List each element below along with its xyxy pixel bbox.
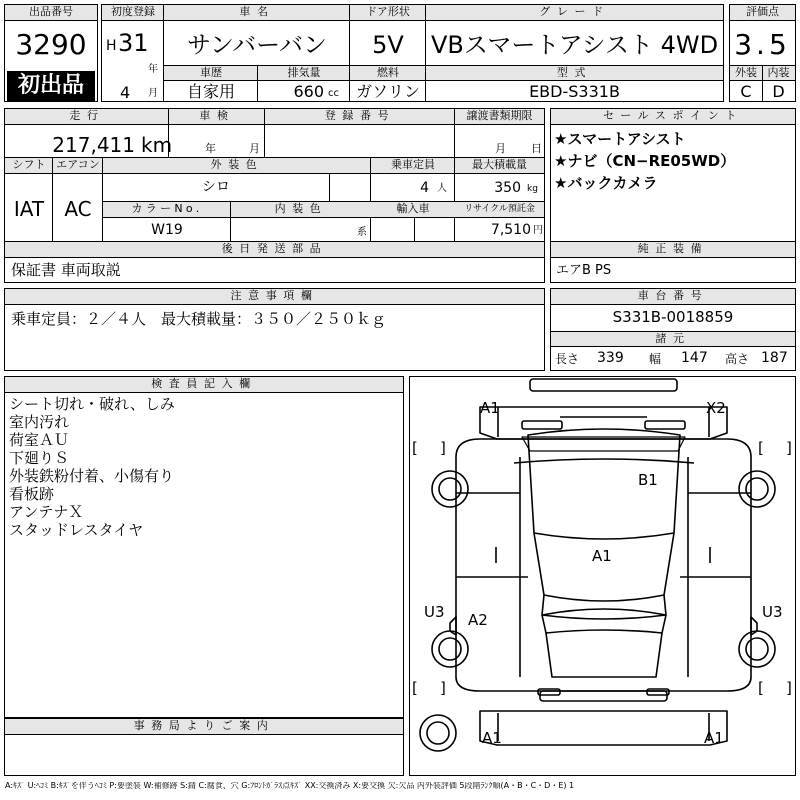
sales-point: ★スマートアシスト	[554, 130, 686, 148]
damage-mark: A1	[592, 547, 612, 565]
first-listing-badge: 初出品	[7, 71, 95, 101]
displacement: 660	[293, 82, 324, 101]
damage-mark: A2	[468, 611, 488, 629]
damage-mark: U3	[424, 603, 445, 621]
inspection-year-unit: 年	[205, 142, 216, 155]
grade-header: グレード	[426, 5, 723, 21]
mileage-unit: km	[141, 133, 173, 157]
genuine-equipment-box	[550, 241, 796, 283]
notes-box	[4, 288, 545, 371]
interior-grade-header: 内装	[762, 65, 795, 81]
inspector-line: 看板跡	[9, 485, 55, 503]
recycle-header: リサイクル預託金	[455, 202, 544, 218]
model: EBD-S331B	[529, 82, 620, 101]
inspector-line: 室内汚れ	[9, 413, 70, 431]
bracket-mark: ]	[440, 439, 446, 457]
recycle-fee: 7,510	[490, 222, 531, 238]
exterior-grade: C	[740, 82, 752, 101]
width-label: 幅	[649, 352, 662, 366]
later-parts-header: 後日発送部品	[5, 242, 544, 258]
score-value: 3.5	[734, 28, 791, 61]
month-unit: 月	[148, 88, 158, 99]
grade: VBスマートアシスト 4WD	[430, 31, 719, 59]
seats-unit: 人	[437, 183, 447, 194]
damage-mark: A1	[482, 729, 502, 747]
notes-text: 乗車定員：２／４人 最大積載量：３５０／２５０ｋｇ	[11, 310, 387, 328]
lot-header: 出品番号	[5, 5, 97, 21]
exterior-grade-header: 外装	[730, 65, 762, 81]
door-type: 5V	[372, 31, 404, 59]
bracket-mark: ]	[440, 679, 446, 697]
damage-diagram	[409, 376, 796, 776]
lot-number: 3290	[15, 28, 87, 61]
seats: 4	[420, 180, 429, 196]
car-name: サンバーバン	[187, 31, 327, 59]
shift-header: シフト	[5, 158, 53, 174]
bracket-mark: [	[412, 439, 418, 457]
width: 147	[681, 350, 708, 366]
history: 自家用	[186, 82, 235, 101]
damage-mark: U3	[762, 603, 783, 621]
import-header: 輸入車	[371, 202, 455, 218]
transfer-header: 譲渡書類期限	[455, 109, 544, 125]
load-header: 最大積載量	[455, 158, 544, 174]
year-unit: 年	[148, 64, 158, 75]
notes-header: 注意事項欄	[5, 289, 544, 305]
door-header: ドア形状	[350, 5, 426, 21]
displacement-unit: cc	[328, 88, 339, 99]
bracket-mark: [	[758, 439, 764, 457]
era: H	[106, 38, 117, 54]
bracket-mark: ]	[786, 439, 792, 457]
inspector-line: 荷室ＡＵ	[9, 431, 70, 449]
transfer-month-unit: 月	[495, 142, 506, 155]
reg-no-header: 登録番号	[265, 109, 455, 125]
mileage-header: 走行	[5, 109, 169, 125]
fuel: ガソリン	[355, 82, 420, 101]
ac-header: エアコン	[53, 158, 103, 174]
damage-mark: A1	[704, 729, 724, 747]
load: 350	[494, 180, 521, 196]
chassis-number: S331B-0018859	[612, 308, 734, 326]
legend: A:ｷｽﾞ U:ﾍｺﾐ B:ｷｽﾞを伴うﾍｺﾐ P:要塗装 W:補修跡 S:錆 C:腐食、穴 G:ﾌﾛﾝﾄｶﾞﾗｽ点ｷｽﾞ XX:交換済み X:要交換 欠:欠品 内外装評価 5段階ﾗﾝｸ順(A・B・C・D・E) 1	[5, 782, 575, 790]
sales-point: ★バックカメラ	[554, 174, 658, 192]
interior-grade: D	[772, 82, 785, 101]
interior-color-unit: 系	[357, 227, 367, 238]
inspector-line: スタッドレスタイヤ	[9, 521, 144, 539]
inspection-header: 車検	[169, 109, 265, 125]
bracket-mark: [	[758, 679, 764, 697]
damage-mark: X2	[706, 399, 726, 417]
inspector-line: シート切れ・破れ、しみ	[9, 395, 175, 413]
mileage: 217,411	[52, 133, 135, 157]
length: 339	[597, 350, 624, 366]
exterior-color: シロ	[202, 179, 230, 195]
inspector-header: 検査員記入欄	[5, 377, 403, 393]
color-no: W19	[151, 222, 183, 238]
interior-color-header: 内装色	[231, 202, 371, 218]
inspector-line: 外装鉄粉付着、小傷有り	[9, 467, 175, 485]
fuel-header: 燃料	[350, 65, 426, 81]
office-header: 事務局よりご案内	[5, 719, 403, 735]
transfer-day-unit: 日	[531, 142, 542, 155]
score-header: 評価点	[730, 5, 795, 21]
chassis-header: 車台番号	[551, 289, 795, 305]
reg-year: 31	[118, 29, 149, 57]
sales-points-header: セールスポイント	[551, 109, 795, 125]
car-outline-drawing	[410, 377, 797, 777]
genuine-equipment-header: 純正装備	[551, 242, 795, 258]
score-box	[729, 4, 796, 102]
sales-points-box	[550, 108, 796, 259]
shift: IAT	[13, 197, 45, 221]
chassis-box	[550, 288, 796, 371]
inspector-line: 下廻りＳ	[9, 449, 70, 467]
sales-point: ★ナビ（CN−RE05WD）	[554, 152, 736, 170]
office-box	[4, 718, 404, 776]
damage-mark: B1	[638, 471, 658, 489]
inspector-line: アンテナＸ	[9, 503, 84, 521]
height: 187	[761, 350, 788, 366]
genuine-equipment: エアB PS	[556, 263, 612, 278]
bracket-mark: ]	[786, 679, 792, 697]
ac: AC	[64, 197, 92, 221]
inspector-box	[4, 376, 404, 718]
model-header: 型式	[426, 65, 723, 81]
height-label: 高さ	[725, 352, 750, 366]
details-box	[4, 108, 545, 259]
inspection-month-unit: 月	[249, 142, 260, 155]
color-header: 外装色	[103, 158, 371, 174]
color-no-header: カラーNo.	[103, 202, 231, 218]
later-parts: 保証書 車両取説	[11, 261, 121, 279]
reg-month: 4	[120, 83, 131, 102]
lot-box	[4, 4, 98, 102]
seats-header: 乗車定員	[371, 158, 455, 174]
damage-mark: A1	[480, 399, 500, 417]
later-parts-box	[4, 241, 545, 283]
specs-header: 諸元	[551, 331, 795, 347]
vehicle-info-box	[101, 4, 724, 102]
first-reg-header: 初度登録	[102, 5, 164, 21]
load-unit: kg	[527, 184, 538, 194]
history-header: 車歴	[164, 65, 258, 81]
displacement-header: 排気量	[258, 65, 350, 81]
recycle-unit: 円	[533, 225, 543, 236]
length-label: 長さ	[555, 352, 580, 366]
car-name-header: 車名	[164, 5, 350, 21]
bracket-mark: [	[412, 679, 418, 697]
